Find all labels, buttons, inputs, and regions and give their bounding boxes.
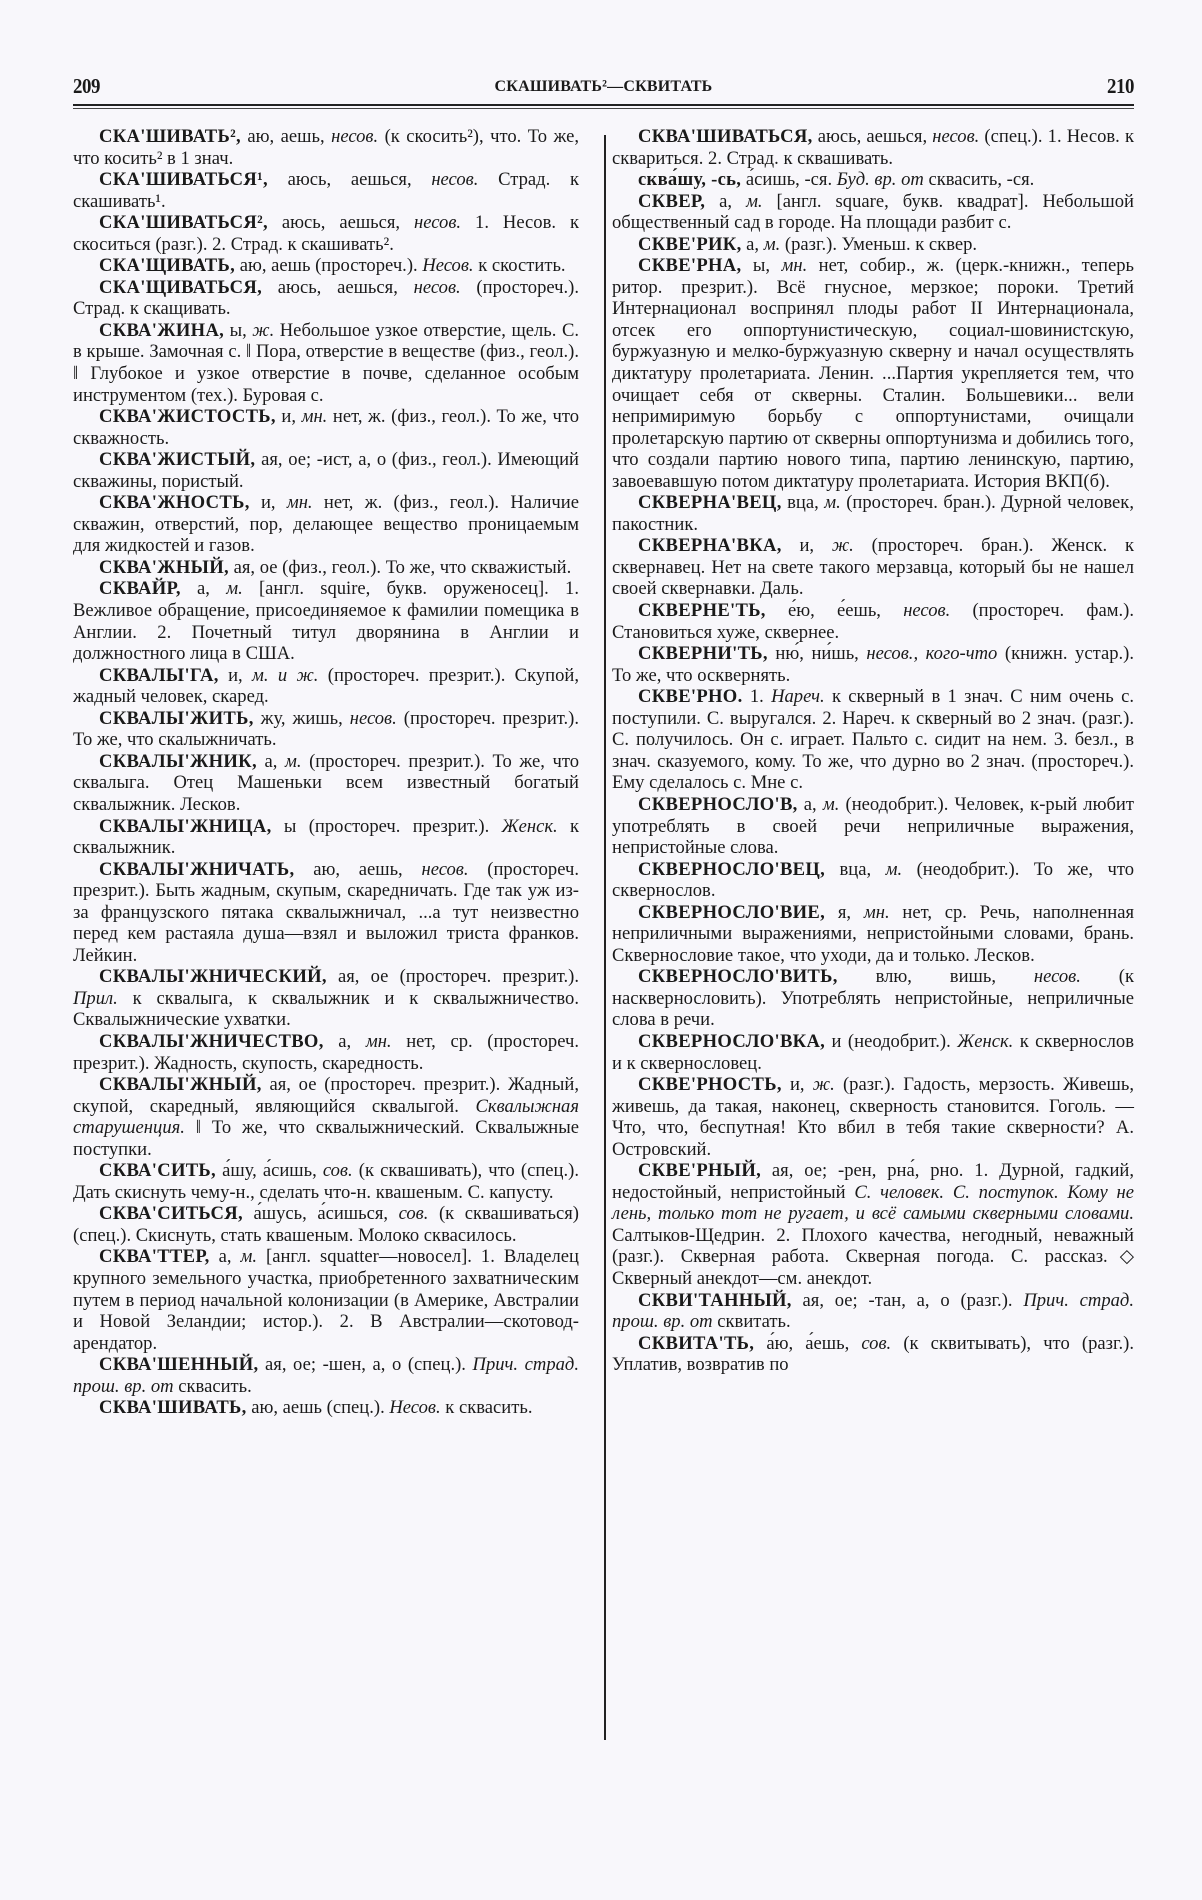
headword: СКВЕРНОСЛО'ВИТЬ,: [638, 966, 838, 988]
entry-definition: (простореч. бран.). Дурной человек, пакостник.: [612, 492, 1134, 535]
dictionary-entry: [73, 578, 579, 664]
entry-definition: (разг.). Гадость, мерзость. Живешь, живешь, да такая, наконец, скверность становится. Гоголь. —Что, что, беспутная! Кто вбил в тебя такие скверности? А. Островский.: [612, 1074, 1134, 1160]
entry-label: м.: [822, 793, 840, 815]
entry-grammar: аю, аешь (простореч.).: [235, 255, 423, 277]
entry-label: м.: [763, 233, 781, 255]
entry-definition: нет, ср. (простореч. презрит.). Жадность, скупость, скаредность.: [73, 1030, 579, 1074]
entry-label: несов.: [903, 600, 951, 622]
page-number-left: 209: [73, 74, 100, 98]
headword: СКА'ШИВАТЬСЯ²,: [99, 212, 268, 234]
entry-label: Нареч.: [771, 686, 825, 708]
entry-definition: (неодобрит.). То же, что сквернослов.: [612, 858, 1134, 902]
headword: СКВА'ЖНОСТЬ,: [99, 492, 250, 514]
dictionary-entry: [73, 751, 579, 816]
entry-definition: нет, ж. (физ., геол.). Наличие скважин, отверстий, пор, делающее вещество проницаемым для жидкостей и газов.: [73, 492, 579, 557]
dictionary-entry: [612, 255, 1134, 492]
entry-grammar: ая, ое (простореч. презрит.).: [326, 966, 579, 988]
headword: СКВА'ЖИНА,: [99, 319, 225, 341]
entry-definition: сквасить.: [173, 1375, 252, 1397]
entry-label: Прич. страд. прош. вр. от: [73, 1354, 579, 1397]
entry-definition: (неодобрит.). Человек, к-рый любит употреблять в своей речи неприличные выражения, непристойные слова.: [612, 793, 1135, 859]
entry-label: Несов.: [389, 1397, 441, 1419]
entry-label: м.: [284, 750, 302, 772]
headword: СКВА'ЖИСТЫЙ,: [99, 449, 256, 471]
dictionary-entry: [612, 1031, 1134, 1074]
headword: СКА'ШИВАТЬ²,: [99, 126, 241, 147]
running-head-title: СКАШИВАТЬ²—СКВИТАТЬ: [494, 78, 713, 95]
dictionary-entry: [73, 557, 579, 579]
headword: СКВЕРНОСЛО'В,: [638, 793, 798, 815]
entry-definition: (к сквашиваться) (спец.). Скиснуть, стать квашеным. Молоко сквасилось.: [73, 1203, 579, 1246]
headword: СКВАЛЫ'ЖНИК,: [99, 750, 257, 772]
entry-grammar: ая, ое (простореч. презрит.). Жадный, скупой, скаредный, являющийся сквалыгой.: [73, 1074, 579, 1117]
headword: СКВА'ШИВАТЬСЯ,: [638, 126, 813, 147]
entry-definition: (разг.). Уменьш. к сквер.: [780, 233, 978, 255]
dictionary-entry: [73, 1203, 579, 1246]
headword: СКВА'ТТЕР,: [99, 1246, 210, 1268]
dictionary-entry: [73, 169, 579, 212]
entry-definition: (простореч. презрит.). Скупой, жадный человек, скаред.: [73, 664, 579, 708]
entry-definition: Страд. к скашивать¹.: [73, 169, 579, 212]
entry-definition: [англ. square, букв. квадрат]. Небольшой общественный сад в городе. На площади разбит с.: [612, 190, 1134, 234]
entry-label: м.: [885, 858, 903, 880]
dictionary-entry: [73, 277, 579, 320]
entry-definition: к сквалыга, к сквалыжник и к сквалыжничество. Сквалыжнические ухватки.: [73, 987, 579, 1031]
entry-grammar: е́ю, е́ешь,: [765, 600, 904, 622]
dictionary-entry: [73, 708, 579, 751]
headword: СКВАЙР,: [99, 578, 181, 600]
entry-grammar: и,: [781, 535, 832, 557]
dictionary-entry: [612, 686, 1134, 794]
dictionary-entry: [612, 794, 1134, 859]
headword: СКВА'ШИВАТЬ,: [99, 1397, 247, 1419]
entry-grammar: а,: [797, 793, 823, 815]
entry-grammar: влю, вишь,: [837, 966, 1034, 988]
headword: СКВЕ'РНО.: [638, 686, 743, 708]
entry-definition: Небольшое узкое отверстие, щель. С. в крыше. Замочная с. ‖ Пора, отверстие в веществе (физ., геол.). ‖ Глубокое и узкое отверстие в почве, сделанное особым инструментом (тех.). Буровая с.: [73, 319, 579, 406]
entry-definition: (простореч. презрит.). То же, что сквалыга. Отец Машеньки всем известный богатый сквалыжник. Лесков.: [73, 750, 580, 815]
headword: СКВЕРНОСЛО'ВИЕ,: [638, 901, 826, 923]
entry-grammar: а́сишь, -ся.: [741, 169, 837, 191]
entry-label: несов.: [349, 707, 397, 729]
headword: СКВЕРНЕ'ТЬ,: [638, 600, 766, 622]
headword: СКВАЛЫ'ЖНИЧЕСТВО,: [99, 1030, 324, 1052]
entry-grammar: я,: [825, 901, 864, 923]
dictionary-entry: [612, 191, 1134, 234]
dictionary-entry: [73, 1354, 579, 1397]
headword: СКВЕРНОСЛО'ВЕЦ,: [638, 858, 826, 880]
entry-definition: сквасить, -ся.: [923, 169, 1035, 191]
dictionary-entry: [73, 1397, 579, 1419]
headword: СКВА'ЖИСТОСТЬ,: [99, 406, 276, 428]
entry-label: сов.: [398, 1203, 429, 1225]
dictionary-entry: [73, 255, 579, 277]
headword: СКВАЛЫ'ЖИТЬ,: [99, 707, 254, 729]
entry-label: м.: [226, 578, 243, 600]
entry-grammar: аюсь, аешься,: [267, 169, 432, 191]
dictionary-entry: [612, 966, 1134, 1031]
entry-grammar: ы,: [224, 319, 253, 341]
entry-label: несов.: [1033, 966, 1081, 988]
entry-grammar: вца,: [825, 858, 886, 880]
headword: СКВИ'ТАННЫЙ,: [638, 1289, 792, 1311]
entry-definition: сквитать.: [712, 1311, 791, 1333]
entry-grammar: и,: [249, 492, 287, 514]
headword: СКВЕРНА'ВЕЦ,: [638, 492, 782, 514]
entry-label: м.: [240, 1246, 258, 1268]
entry-grammar: а,: [209, 1246, 241, 1268]
entry-definition: ‖ То же, что сквалыжнический. Сквалыжные поступки.: [73, 1117, 579, 1160]
headword: СКВАЛЫ'ЖНИЧАТЬ,: [99, 858, 295, 880]
dictionary-entry: [612, 234, 1134, 256]
page-number-right: 210: [1107, 74, 1134, 98]
entry-definition: (к сквитывать), что (разг.). Уплатив, возвратив по: [612, 1332, 1134, 1376]
dictionary-entry: [612, 902, 1134, 967]
dictionary-entry: [73, 1246, 579, 1354]
entry-grammar: аюсь, аешься,: [267, 212, 415, 234]
entry-definition: к сквалыжник.: [73, 815, 580, 859]
entry-label: мн.: [286, 492, 313, 514]
headword: СКВАЛЫ'ЖНИЧЕСКИЙ,: [99, 966, 327, 988]
entry-label: Буд. вр. от: [836, 169, 924, 191]
entry-definition: к скостить.: [473, 255, 566, 277]
entry-grammar: а,: [741, 233, 764, 255]
right-column: [612, 126, 1134, 1376]
entry-grammar: ая, ое; -шен, а, о (спец.).: [258, 1354, 473, 1376]
entry-label: ж.: [252, 319, 275, 341]
headword: СКА'ШИВАТЬСЯ¹,: [99, 169, 268, 191]
entry-label: несов.: [431, 169, 479, 191]
dictionary-entry: [612, 492, 1134, 535]
dictionary-entry: [612, 1160, 1134, 1289]
entry-label: мн.: [301, 406, 328, 428]
entry-definition: [англ. squire, букв. оруженосец]. 1. Вежливое обращение, присоединяемое к фамилии помещика в Англии. 2. Почетный титул дворянина в Англии и должностного лица в США.: [73, 578, 580, 665]
entry-grammar: вца,: [781, 492, 825, 514]
headword: СКВЕРНИ'ТЬ,: [638, 643, 768, 665]
dictionary-entry: [73, 449, 579, 492]
headword: СКВАЛЫ'ЖНИЦА,: [99, 815, 272, 837]
headword: СКА'ЩИВАТЬ,: [99, 255, 236, 277]
entry-grammar: ы,: [741, 255, 782, 277]
dictionary-entry: [612, 1074, 1134, 1160]
entry-grammar: ая, ое; -ист, а, о (физ., геол.). Имеющий скважины, пористый.: [73, 449, 579, 492]
entry-label: м.: [746, 190, 763, 212]
entry-label: несов., кого-что: [866, 643, 998, 665]
header-rule: [73, 104, 1134, 109]
entry-definition: (простореч. презрит.). То же, что скалыжничать.: [73, 707, 579, 751]
entry-grammar: а́шу, а́сишь,: [215, 1160, 323, 1182]
entry-grammar: а́шусь, а́сишься,: [242, 1203, 399, 1225]
headword: СКВАЛЫ'ГА,: [99, 664, 219, 686]
entry-definition: 1. Несов. к скоситься (разг.). 2. Страд. к скашивать².: [73, 212, 579, 255]
dictionary-entry: [73, 1074, 579, 1160]
entry-definition: [англ. squatter—новосел]. 1. Владелец крупного земельного участка, приобретенного захватническим путем в период начальной колонизации (в Америке, Австралии и Новой Зеландии; истор.). 2. В Австралии—скотовод-арендатор.: [73, 1246, 579, 1354]
dictionary-entry: [73, 1160, 579, 1203]
entry-definition: к сквернослов и к сквернословец.: [612, 1030, 1135, 1074]
dictionary-entry: [612, 1333, 1134, 1376]
headword: СКВЕРНА'ВКА,: [638, 535, 782, 557]
entry-grammar: ая, ое (физ., геол.). То же, что скважистый.: [228, 556, 572, 578]
entry-label: Прил.: [73, 987, 118, 1009]
dictionary-entry: [73, 966, 579, 1031]
entry-grammar: ню́, ни́шь,: [767, 643, 867, 665]
entry-label: м.: [824, 492, 841, 514]
entry-definition: (к сквашивать), что (спец.). Дать скиснуть чему-н., сделать что-н. квашеным. С. капусту.: [73, 1160, 579, 1203]
entry-grammar: жу, жишь,: [253, 707, 350, 729]
dictionary-entry: [612, 859, 1134, 902]
entry-label: С. человек. С. поступок. Кому не лень, только тот не ругает, и всё самыми скверными словами.: [612, 1181, 1135, 1225]
entry-label: ж.: [831, 535, 854, 557]
dictionary-entry: [612, 169, 1134, 191]
headword: СКВЕРНОСЛО'ВКА,: [638, 1030, 826, 1052]
entry-definition: (простореч. фам.). Становиться хуже, сквернее.: [612, 600, 1134, 643]
entry-definition: (к скосить²), что. То же, что косить² в 1 знач.: [73, 126, 579, 169]
headword: СКВА'СИТЬ,: [99, 1160, 216, 1182]
dictionary-entry: [73, 1031, 579, 1074]
entry-label: сов.: [322, 1160, 353, 1182]
entry-grammar: и,: [275, 406, 302, 428]
entry-definition: (простореч.). Страд. к скащивать.: [73, 276, 579, 320]
entry-label: сов.: [861, 1332, 892, 1354]
headword: СКВЕР,: [638, 190, 706, 212]
headword: СКВЕ'РНА,: [638, 255, 742, 277]
dictionary-entry: [73, 212, 579, 255]
entry-grammar: аюсь, аешься,: [812, 126, 933, 147]
entry-definition: нет, ср. Речь, наполненная неприличными выражениями, непристойными словами, брань. Сквернословие такое, что уходи, да и только. Лесков.: [612, 901, 1135, 966]
dictionary-entry: [73, 816, 579, 859]
entry-definition: нет, собир., ж. (церк.-книжн., теперь ритор. презрит.). Всё гнусное, мерзкое; пороки. Третий Интернационал воспринял плоды работ II Интернационала, отсек его оппортунистическую, социал-шовинистскую, буржуазную и мелко-буржуазную скверну и начал осуществлять диктатуру пролетариата. Ленин. ...Партия укрепляется тем, что очищает себя от скверны. Сталин. Большевики... вели непримиримую борьбу с оппортунистами, очищали пролетарскую партию от скверны оппортунизма и добились того, что создали партию нового типа, партию ленинскую, партию, завоевавшую потом диктатуру пролетариата. История ВКП(б).: [612, 255, 1134, 492]
entry-label: Несов.: [422, 255, 474, 277]
dictionary-entry: [73, 320, 579, 406]
entry-definition: (простореч. презрит.). Быть жадным, скупым, скаредничать. Где так уж из-за французского пятака сквалыжничал, ...а тут неизвестно перед кем растаяла душа—взял и выложил триста франков. Лейкин.: [73, 858, 579, 966]
entry-grammar: аю, аешь (спец.).: [246, 1397, 390, 1419]
entry-label: мн.: [365, 1030, 392, 1052]
entry-grammar: и,: [781, 1074, 813, 1096]
headword: СКВИТА'ТЬ,: [638, 1332, 755, 1354]
entry-definition: к сквасить.: [440, 1397, 533, 1419]
column-divider: [604, 135, 606, 1740]
entry-grammar: а,: [705, 190, 747, 212]
entry-grammar: ы (простореч. презрит.).: [271, 815, 502, 837]
dictionary-entry: [73, 665, 579, 708]
headword: СКВАЛЫ'ЖНЫЙ,: [99, 1074, 262, 1096]
entry-label: Прич. страд. прош. вр. от: [612, 1289, 1134, 1333]
dictionary-entry: [73, 126, 579, 169]
dictionary-entry: [73, 406, 579, 449]
dictionary-entry: [612, 535, 1134, 600]
entry-grammar: аю, аешь,: [240, 126, 332, 147]
entry-label: м. и ж.: [252, 664, 319, 686]
entry-grammar: ая, ое; -тан, а, о (разг.).: [791, 1289, 1024, 1311]
entry-grammar: аю, аешь,: [294, 858, 422, 880]
dictionary-entry: [612, 600, 1134, 643]
headword: СКВЕ'РНОСТЬ,: [638, 1074, 782, 1096]
headword: СКВА'ЖНЫЙ,: [99, 556, 229, 578]
entry-definition: Салтыков-Щедрин. 2. Плохого качества, негодный, неважный (разг.). Скверная работа. Скверная погода. С. рассказ.◇ Скверный анекдот—см. анекдот.: [612, 1224, 1134, 1289]
headword: СКВА'СИТЬСЯ,: [99, 1203, 243, 1225]
entry-grammar: а,: [323, 1030, 366, 1052]
entry-label: мн.: [863, 901, 890, 923]
headword: СКВА'ШЕННЫЙ,: [99, 1354, 259, 1376]
entry-label: несов.: [932, 126, 980, 147]
dictionary-entry: [612, 126, 1134, 169]
entry-label: мн.: [781, 255, 808, 277]
headword: СКВЕ'РИК,: [638, 233, 742, 255]
dictionary-entry: [73, 492, 579, 557]
entry-label: Сквалыжная старушенция.: [73, 1095, 579, 1139]
entry-label: ж.: [812, 1074, 835, 1096]
entry-definition: (простореч. бран.). Женск. к сквернавец. Нет на свете такого мерзавца, который бы не нашел своей сквернавки. Даль.: [612, 535, 1134, 600]
page-header: [73, 74, 1134, 100]
entry-definition: (к насквернословить). Употреблять непристойные, неприличные слова в речи.: [612, 966, 1134, 1031]
entry-label: несов.: [414, 212, 462, 234]
dictionary-entry: [612, 1290, 1134, 1333]
headword: сква́шу, -сь,: [638, 169, 742, 191]
entry-grammar: и (неодобрит.).: [825, 1030, 958, 1052]
entry-grammar: а,: [256, 750, 285, 772]
entry-definition: к скверный в 1 знач. С ним очень с. поступили. С. выругался. 2. Нареч. к скверный во 2 знач. (разг.). С. получилось. Он с. играет. Пальто с. сидит на нем. 3. безл., в знач. сказуемого, кому. То же, что дурно во 2 знач. (простореч.). Ему сделалось с. Мне с.: [612, 686, 1134, 794]
entry-grammar: а,: [180, 578, 227, 600]
entry-label: Женск.: [501, 815, 558, 837]
entry-label: несов.: [331, 126, 379, 147]
entry-grammar: 1.: [742, 686, 772, 708]
dictionary-entry: [612, 643, 1134, 686]
left-column: [73, 126, 579, 1419]
entry-definition: нет, ж. (физ., геол.). То же, что скважность.: [73, 406, 579, 449]
entry-label: несов.: [413, 276, 461, 298]
entry-label: несов.: [421, 858, 469, 880]
entry-grammar: а́ю, а́ешь,: [754, 1332, 862, 1354]
entry-grammar: ая, ое; -рен, рна́, рно. 1. Дурной, гадкий, недостойный, непристойный: [612, 1160, 1134, 1203]
entry-definition: (спец.). 1. Несов. к сквариться. 2. Страд. к сквашивать.: [612, 126, 1134, 169]
headword: СКВЕ'РНЫЙ,: [638, 1160, 762, 1182]
entry-grammar: и,: [218, 664, 252, 686]
entry-definition: (книжн. устар.). То же, что осквернять.: [612, 643, 1134, 686]
headword: СКА'ЩИВАТЬСЯ,: [99, 276, 263, 298]
entry-grammar: аюсь, аешься,: [262, 276, 414, 298]
dictionary-entry: [73, 859, 579, 967]
entry-label: Женск.: [957, 1030, 1014, 1052]
